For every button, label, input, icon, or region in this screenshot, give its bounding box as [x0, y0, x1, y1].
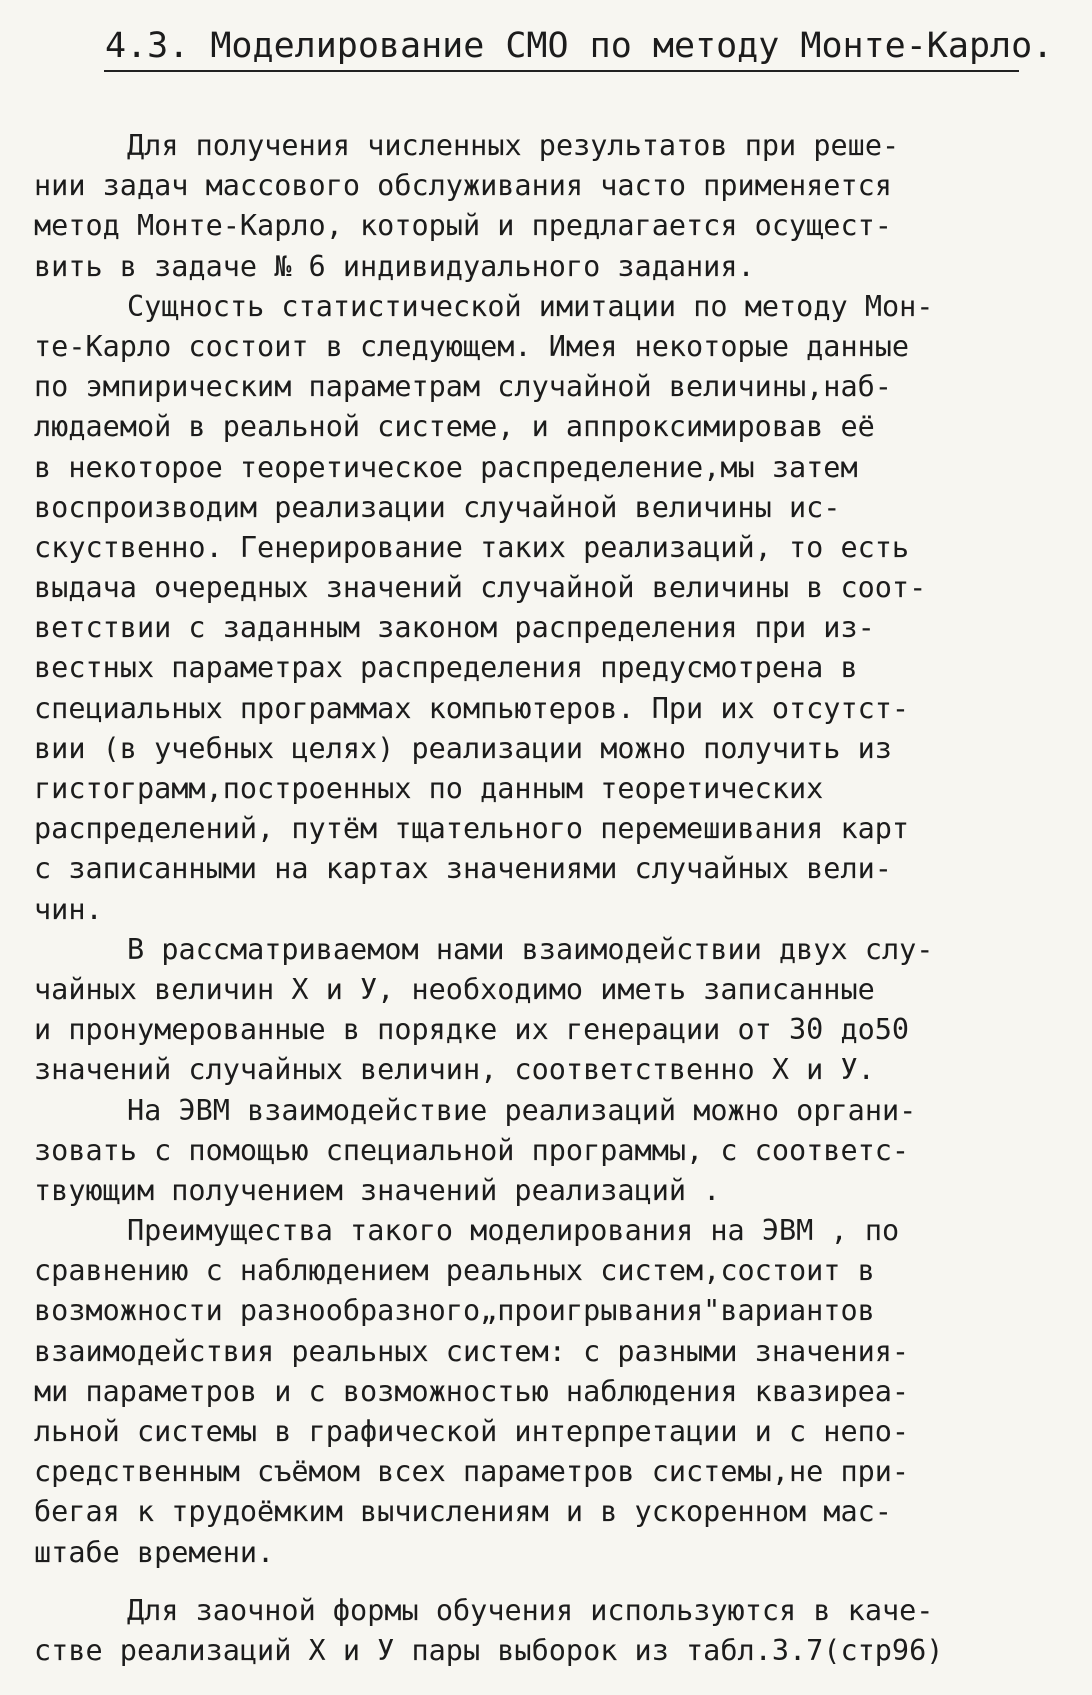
text-line: взаимодействия реальных систем: с разными значения-: [34, 1334, 910, 1368]
text-line: и пронумерованные в порядке их генерации от 30 до50: [34, 1013, 910, 1047]
text-line: выдача очередных значений случайной величины в соот-: [34, 571, 927, 605]
section-title: 4.3. Моделирование СМО по методу Монте-Карло.: [105, 26, 1054, 66]
text-line: по эмпирическим параметрам случайной величины,наб-: [34, 370, 892, 404]
text-line: с записанными на картах значениями случайных вели-: [34, 852, 892, 886]
text-line: вестных параметрах распределения предусмотрена в: [34, 651, 858, 685]
text-line: твующим получением значений реализаций .: [34, 1173, 721, 1207]
text-line: ми параметров и с возможностью наблюдения квазиреа-: [34, 1374, 910, 1408]
text-line: гистограмм,построенных по данным теоретических: [34, 772, 824, 805]
text-line: вии (в учебных целях) реализации можно получить из: [34, 731, 892, 765]
text-line: штабе времени.: [34, 1535, 275, 1569]
paragraph-gap: [34, 1573, 1054, 1591]
text-line: На ЭВМ взаимодействие реализаций можно органи-: [127, 1093, 917, 1127]
text-line: распределений, путём тщательного перемешивания карт: [34, 812, 910, 846]
text-line: Для заочной формы обучения используются в каче-: [127, 1593, 934, 1627]
text-line: чайных величин X и У, необходимо иметь записанные: [34, 972, 875, 1006]
text-line: средственным съёмом всех параметров системы,не при-: [34, 1455, 910, 1489]
title-underline: [104, 70, 1019, 72]
text-line: воспроизводим реализации случайной величины ис-: [34, 490, 841, 524]
text-line: нии задач массового обслуживания часто применяется: [34, 169, 892, 203]
text-line: В рассматриваемом нами взаимодействии двух слу-: [127, 932, 934, 966]
text-line: те-Карло состоит в следующем. Имея некоторые данные: [34, 329, 910, 363]
text-line: чин.: [34, 892, 103, 926]
text-line: ветствии с заданным законом распределения при из-: [34, 611, 875, 645]
text-line: людаемой в реальной системе, и аппроксимировав её: [34, 410, 875, 444]
text-line: метод Монте-Карло, который и предлагается осущест-: [34, 209, 892, 243]
text-line: в некоторое теоретическое распределение,мы затем: [34, 450, 858, 484]
document-body: [34, 126, 1054, 1671]
text-line: скуственно. Генерирование таких реализаций, то есть: [34, 530, 910, 564]
text-line: Сущность статистической имитации по методу Мон-: [127, 289, 934, 323]
text-line: сравнению с наблюдением реальных систем,состоит в: [34, 1254, 875, 1288]
text-line: значений случайных величин, соответственно X и У.: [34, 1053, 875, 1087]
text-line: бегая к трудоёмким вычислениям и в ускоренном мас-: [34, 1495, 892, 1529]
text-line: зовать с помощью специальной программы, с соответс-: [34, 1133, 910, 1167]
text-line: специальных программах компьютеров. При их отсутст-: [34, 691, 910, 725]
text-line: льной системы в графической интерпретации и с непо-: [34, 1415, 910, 1448]
text-line: Преимущества такого моделирования на ЭВМ , по: [127, 1214, 900, 1248]
text-line: Для получения численных результатов при реше-: [127, 129, 900, 162]
text-line: вить в задаче № 6 индивидуального задания.: [34, 249, 755, 283]
text-line: возможности разнообразного„проигрывания"вариантов: [34, 1294, 875, 1328]
text-line: стве реализаций X и У пары выборок из табл.3.7(стр96): [34, 1633, 944, 1667]
